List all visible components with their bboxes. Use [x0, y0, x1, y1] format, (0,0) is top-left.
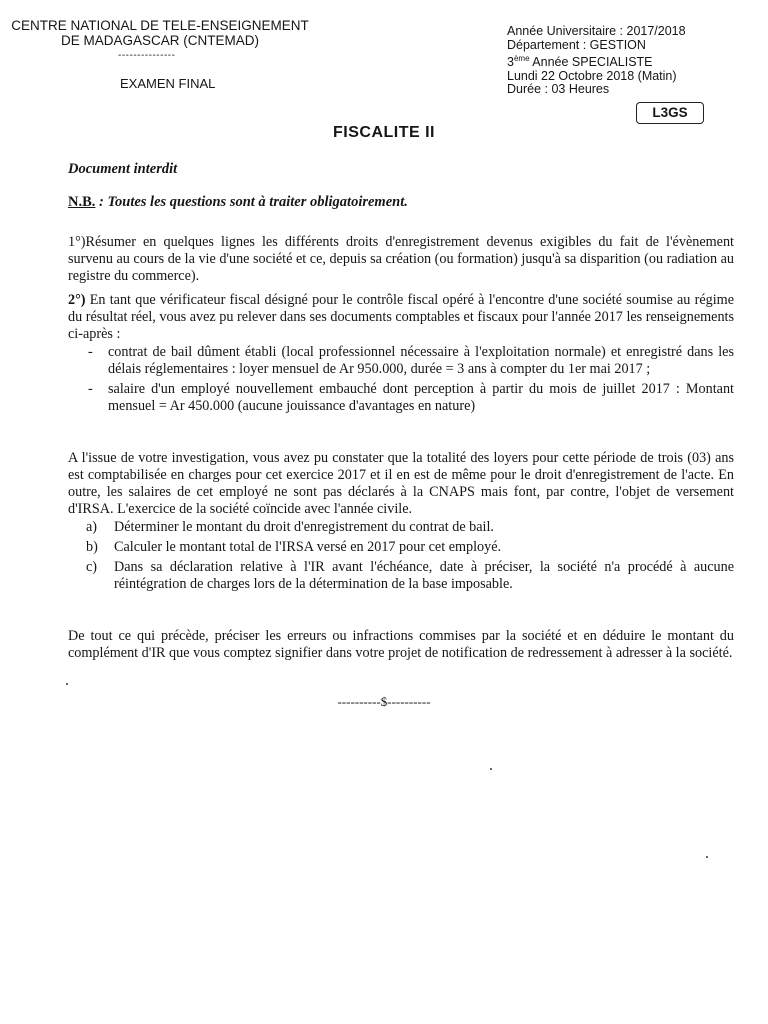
conclusion: De tout ce qui précède, préciser les erreurs ou infractions commises par la société et en déduire le montant du complément d'IR que vous comptez signifier dans votre projet de notification de redressement à adresser à la société. — [68, 628, 734, 661]
level-number: 3 — [507, 55, 514, 70]
exam-duration: Durée : 03 Heures — [507, 82, 610, 97]
list-item-text: Déterminer le montant du droit d'enregistrement du contrat de bail. — [114, 519, 494, 535]
scan-speck — [66, 683, 68, 685]
institution-name — [0, 18, 320, 48]
document-interdit-note: Document interdit — [68, 161, 178, 177]
list-item-text: Calculer le montant total de l'IRSA versé en 2017 pour cet employé. — [114, 539, 502, 555]
list-item-text: contrat de bail dûment établi (local professionnel nécessaire à l'exploitation normale) et enregistré dans les délais réglementaires : loyer mensuel de Ar 950.000, durée = 3 ans à compter du 1er mai 2017 ; — [108, 344, 734, 377]
list-item — [88, 344, 734, 378]
exam-info — [507, 25, 686, 97]
dash-bullet: - — [88, 381, 93, 397]
nb-note — [68, 194, 408, 211]
item-mark: c) — [86, 559, 98, 575]
level-text: Année SPECIALISTE — [529, 55, 653, 70]
list-item — [86, 519, 734, 536]
department: Département : GESTION — [507, 37, 646, 52]
level-superscript: ème — [513, 54, 530, 64]
academic-year: Année Universitaire : 2017/2018 — [507, 24, 686, 38]
investigation-text: A l'issue de votre investigation, vous avez pu constater que la totalité des loyers pour cette période de trois (03) ans est comptabilisée en charges pour cet exercice 2017 et il en est de même pour le droit d'enregistrement de l'acte. En outre, les salaires de cet employé ne sont pas déclarés à la CNAPS mais font, par contre, l'objet de versement d'IRSA. L'exercice de la société coïncide avec l'année civile. — [68, 450, 734, 517]
end-mark: ----------$---------- — [337, 694, 431, 709]
list-item — [88, 381, 734, 415]
list-item — [86, 539, 734, 556]
list-item — [86, 559, 734, 593]
exam-label: EXAMEN FINAL — [120, 76, 216, 91]
exam-title: FISCALITE II — [333, 124, 435, 141]
list-item-text: salaire d'un employé nouvellement embauché dont perception à partir du mois de juillet 2017 : Montant mensuel = Ar 450.000 (aucune jouissance d'avantages en nature) — [108, 381, 734, 414]
nb-text: : Toutes les questions sont à traiter obligatoirement. — [95, 194, 408, 210]
scan-speck — [490, 768, 492, 770]
item-mark: a) — [86, 519, 98, 535]
class-badge: L3GS — [636, 102, 704, 124]
list-item-text: Dans sa déclaration relative à l'IR avant l'échéance, date à préciser, la société n'a procédé à aucune réintégration de charges lors de la détermination de la base imposable. — [114, 559, 734, 592]
exam-date: Lundi 22 Octobre 2018 (Matin) — [507, 68, 677, 83]
question-1-number: 1°) — [68, 234, 86, 250]
question-2-number: 2°) — [68, 292, 86, 308]
question-1 — [68, 234, 734, 285]
item-mark: b) — [86, 539, 98, 555]
investigation-questions — [68, 519, 734, 593]
header-separator: --------------- — [118, 50, 176, 61]
dash-bullet: - — [88, 344, 93, 360]
question-1-text: Résumer en quelques lignes les différents droits d'enregistrement devenus exigibles du fait de l'évènement survenu au cours de la vie d'une société et ce, depuis sa création (ou formation) jusqu'à sa disparition (ou radiation au registre du commerce). — [68, 234, 734, 284]
investigation-section — [68, 450, 734, 596]
nb-label: N.B. — [68, 194, 96, 210]
scan-speck — [706, 856, 708, 858]
level — [507, 52, 686, 70]
institution-line-1: CENTRE NATIONAL DE TELE-ENSEIGNEMENT — [11, 18, 309, 33]
question-2-items — [68, 344, 734, 415]
question-2-intro: En tant que vérificateur fiscal désigné pour le contrôle fiscal opéré à l'encontre d'une société soumise au régime du résultat réel, vous avez pu relever dans ses documents comptables et fiscaux pour l'année 2017 les renseignements ci-après : — [68, 292, 735, 342]
question-2 — [68, 292, 734, 418]
institution-line-2: DE MADAGASCAR (CNTEMAD) — [60, 33, 259, 48]
question-2-intro-block — [68, 292, 734, 343]
